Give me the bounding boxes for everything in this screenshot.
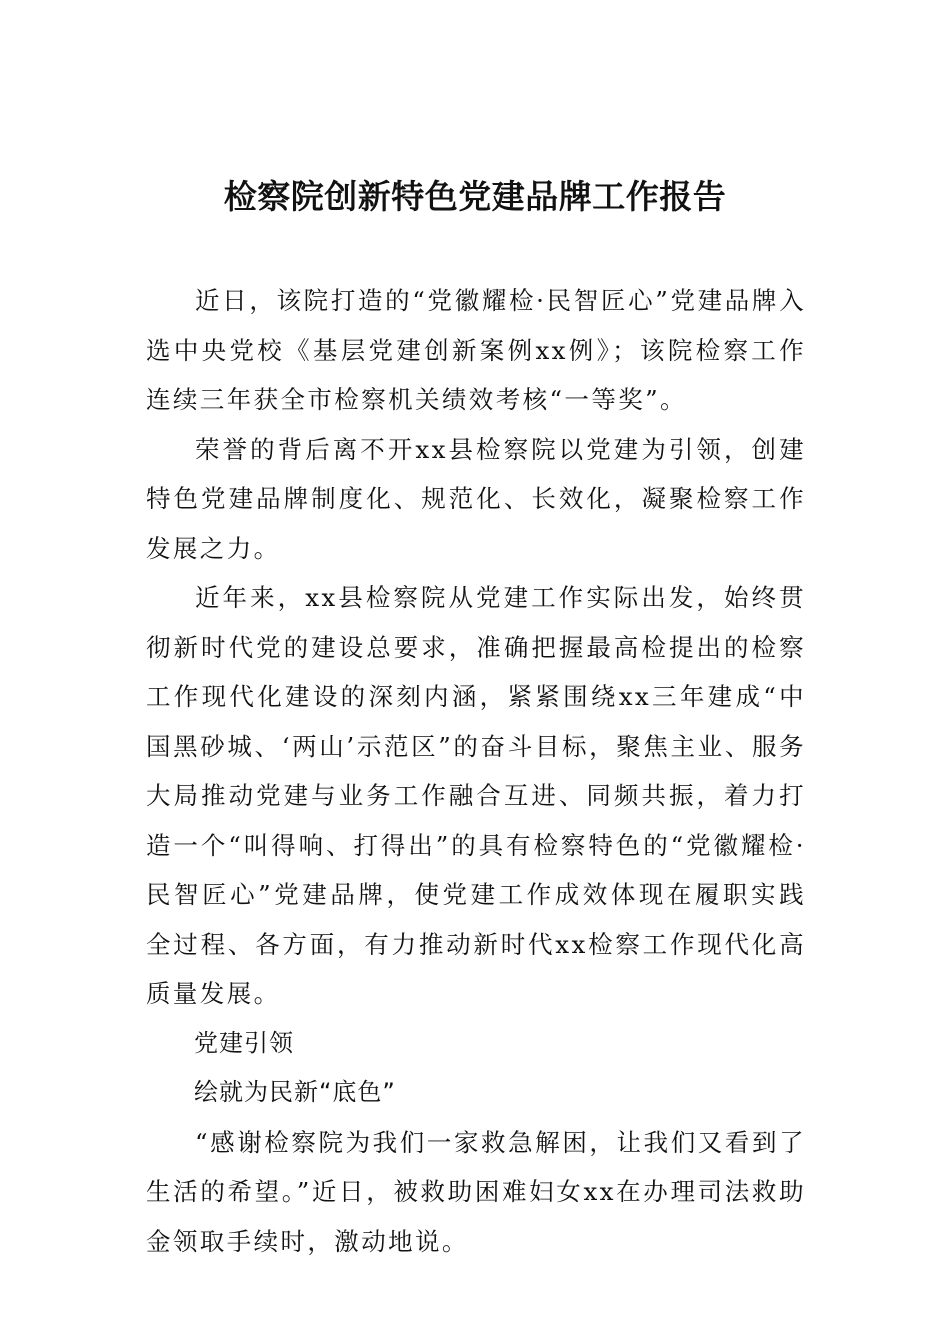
paragraph-background: 近年来，xx县检察院从党建工作实际出发，始终贯彻新时代党的建设总要求，准确把握最高检提出的检察工作现代化建设的深刻内涵，紧紧围绕xx三年建成“中国黑砂城、‘两山’示范区”的奋斗目标，聚焦主业、服务大局推动党建与业务工作融合互进、同频共振，着力打造一个“叫得响、打得出”的具有检察特色的“党徽耀检·民智匠心”党建品牌，使党建工作成效体现在履职实践全过程、各方面，有力推动新时代xx检察工作现代化高质量发展。 (146, 583, 806, 1008)
paragraph-honor: 荣誉的背后离不开xx县检察院以党建为引领，创建特色党建品牌制度化、规范化、长效化，凝聚检察工作发展之力。 (146, 434, 806, 563)
document-title: 检察院创新特色党建品牌工作报告 (223, 177, 727, 216)
section-heading: 党建引领 (194, 1028, 294, 1057)
document-body (146, 276, 806, 1266)
paragraph-intro: 近日，该院打造的“党徽耀检·民智匠心”党建品牌入选中央党校《基层党建创新案例xx例》；该院检察工作连续三年获全市检察机关绩效考核“一等奖”。 (146, 286, 806, 414)
subsection-heading: 绘就为民新“底色” (194, 1078, 396, 1106)
paragraph-quote: “感谢检察院为我们一家救急解困，让我们又看到了生活的希望。”近日，被救助困难妇女xx在办理司法救助金领取手续时，激动地说。 (146, 1127, 806, 1256)
